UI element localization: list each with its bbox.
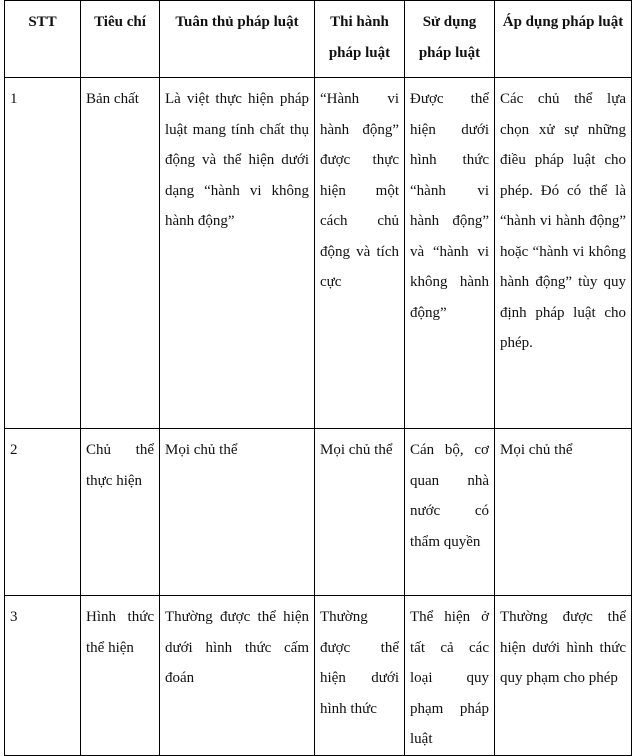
cell-compliance: Thường được thể hiện dưới hình thức cấm đoán bbox=[160, 596, 315, 756]
cell-criterion: Chủ thể thực hiện bbox=[81, 429, 160, 596]
header-application: Áp dụng pháp luật bbox=[495, 1, 632, 78]
table-row bbox=[5, 596, 632, 756]
header-compliance: Tuân thủ pháp luật bbox=[160, 1, 315, 78]
cell-application: Mọi chủ thể bbox=[495, 429, 632, 596]
cell-usage: Thể hiện ở tất cả các loại quy phạm pháp luật bbox=[405, 596, 495, 756]
header-row bbox=[5, 1, 632, 78]
cell-criterion: Hình thức thể hiện bbox=[81, 596, 160, 756]
table-row bbox=[5, 78, 632, 429]
header-usage: Sử dụng pháp luật bbox=[405, 1, 495, 78]
comparison-table bbox=[4, 0, 632, 756]
header-stt: STT bbox=[5, 1, 81, 78]
cell-application: Thường được thể hiện dưới hình thức quy phạm cho phép bbox=[495, 596, 632, 756]
cell-usage: Cán bộ, cơ quan nhà nước có thẩm quyền bbox=[405, 429, 495, 596]
header-enforcement: Thi hành pháp luật bbox=[315, 1, 405, 78]
header-criterion: Tiêu chí bbox=[81, 1, 160, 78]
cell-enforcement: “Hành vi hành động” được thực hiện một cách chủ động và tích cực bbox=[315, 78, 405, 429]
cell-criterion: Bản chất bbox=[81, 78, 160, 429]
table-row bbox=[5, 429, 632, 596]
cell-compliance: Mọi chủ thể bbox=[160, 429, 315, 596]
cell-compliance: Là việt thực hiện pháp luật mang tính chất thụ động và thể hiện dưới dạng “hành vi không hành động” bbox=[160, 78, 315, 429]
cell-usage: Được thể hiện dưới hình thức “hành vi hành động” và “hành vi không hành động” bbox=[405, 78, 495, 429]
cell-stt: 2 bbox=[5, 429, 81, 596]
cell-application: Các chủ thể lựa chọn xử sự những điều pháp luật cho phép. Đó có thể là “hành vi hành động” hoặc “hành vi không hành động” tùy quy định pháp luật cho phép. bbox=[495, 78, 632, 429]
cell-enforcement: Mọi chủ thể bbox=[315, 429, 405, 596]
cell-stt: 3 bbox=[5, 596, 81, 756]
cell-enforcement: Thường được thể hiện dưới hình thức bbox=[315, 596, 405, 756]
cell-stt: 1 bbox=[5, 78, 81, 429]
